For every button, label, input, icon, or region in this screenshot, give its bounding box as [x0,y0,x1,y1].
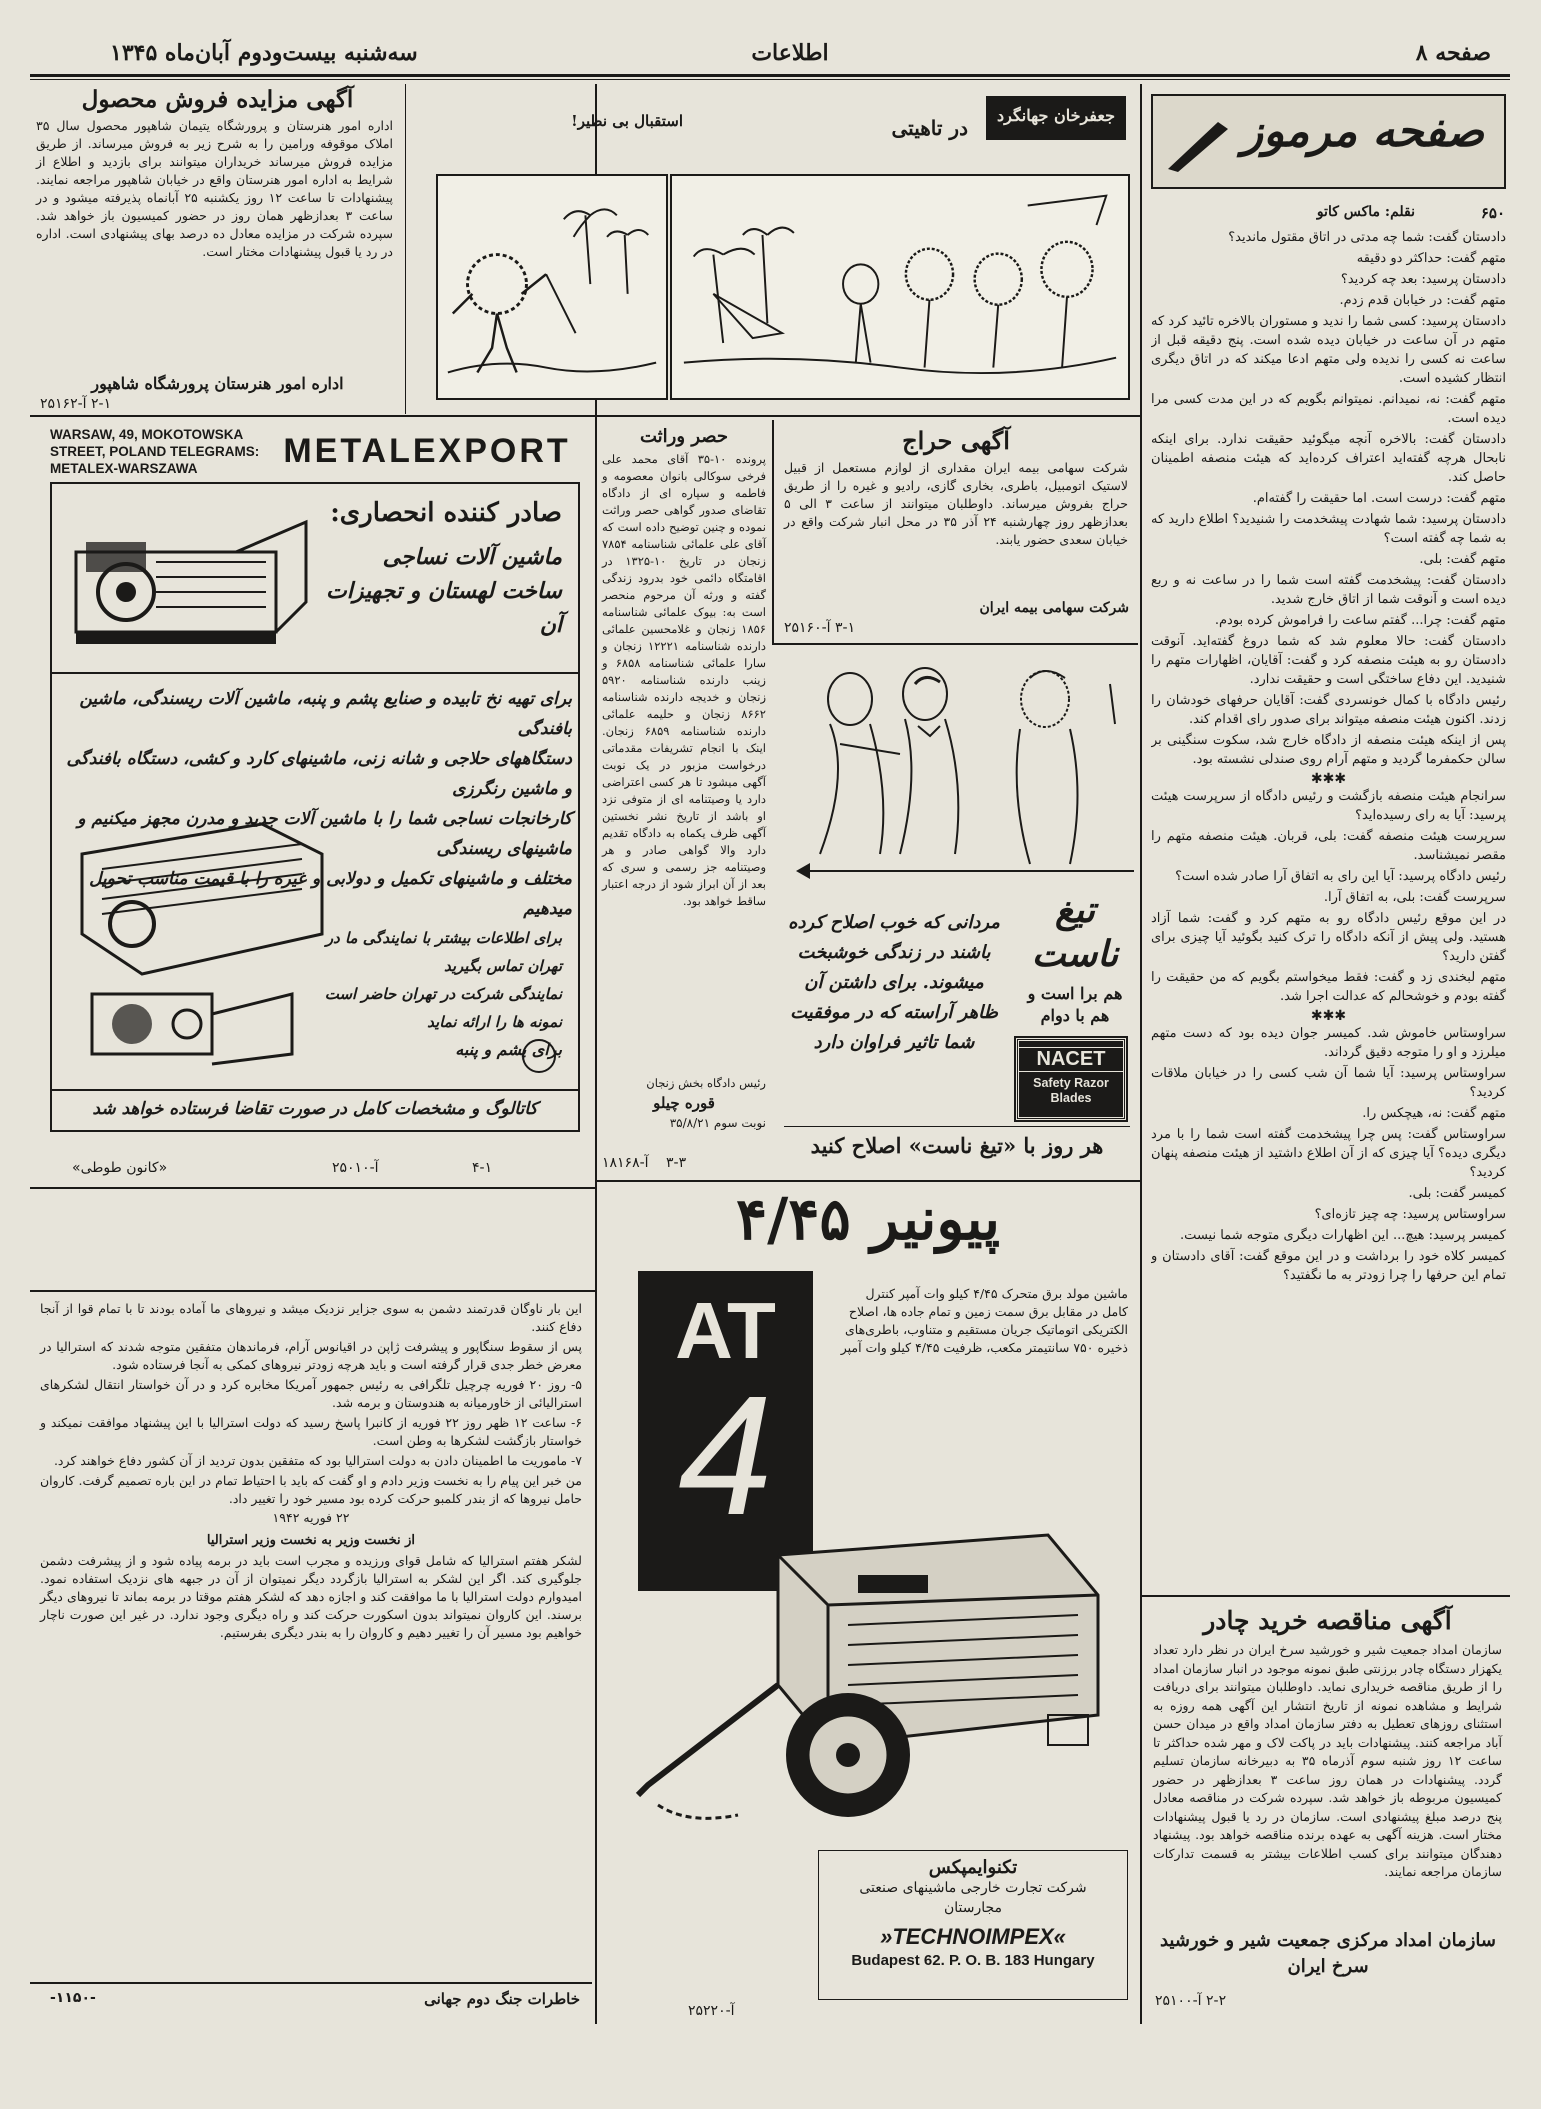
technoimpex-desc: شرکت تجارت خارجی ماشینهای صنعتی مجارستان [859,1880,1087,1916]
metalexport-product-title: ماشین آلات نساجی ساخت لهستان و تجهیزات آن [326,544,562,638]
story-paragraph: سرپرست گفت: بلی، به اتفاق آرا. [1323,890,1506,905]
story-paragraph: کمیسر پرسید: هیچ... این اظهارات دیگری متوجه شما نیست. [1180,1228,1506,1243]
chador-ad-code: ۲-۲ آ-۲۵۱۰۰ [1155,1993,1227,2009]
razor-box-brand: NACET [1019,1047,1123,1072]
issue-date: سه‌شنبه بیست‌و‌دوم آبان‌ماه ۱۳۴۵ [110,40,418,66]
memoir-paragraph: ۵- روز ۲۰ فوریه چرچیل تلگرافی به رئیس جمهور آمریکا مخابره کرد و در آن خواستار انتقال لشکرهای استرالیائی از خاورمیانه به هندوستان و برمه شد. [40,1377,583,1410]
inheritance-code-right: آ-۱۸۱۶۸ [602,1155,649,1171]
memoir-letter-title: از نخست وزیر به نخست وزیر استرالیا [206,1533,416,1548]
story-paragraph: متهم گفت: چرا... گفتم ساعت را فراموش کرده بودم. [1214,613,1506,628]
pioneer-model-top: AT [675,1286,776,1375]
metalexport-code-left: ۴-۱ [472,1160,493,1176]
inheritance-date: نوبت سوم ۳۵/۸/۲۱ [669,1116,766,1130]
metalexport-line: مختلف و ماشینهای تکمیل و دولابی و غیره را با قیمت مناسب تحویل میدهیم [89,869,572,919]
memoir-paragraph: ۷- ماموریت ما اطمینان دادن به دولت استرالیا بود که متفقین بدون تردید از آن کشور دفاع خواهند کرد. [53,1453,582,1468]
story-logo-box [1151,94,1506,189]
story-paragraph: متهم لبخندی زد و گفت: فقط میخواستم بگویم که من حقیقت را گفته بودم و خوشحالم که عدالت اجرا شد. [1151,970,1506,1004]
technoimpex-name-fa: تکنوایمپکس [928,1857,1018,1878]
memoir-paragraph: پس از سقوط سنگاپور و پیشرفت ژاپن در اقیانوس آرام، فرماندهان متفقین متوجه شدند که استرالیا در معرض خطر جدی قرار گرفته است و باید هرچه زودتر نیروهای کمکی به آنجا فرستاده شود. [40,1339,582,1372]
metalexport-address: WARSAW, 49, MOKOTOWSKA STREET, POLAND TELEGRAMS: METALEX-WARSZAWA [50,427,260,476]
metalexport-ad [32,420,592,1185]
cartoon-strip [408,86,1138,414]
inheritance-signature: قوره چیلو [653,1094,715,1112]
memoir-paragraph: این بار ناوگان قدرتمند دشمن به سوی جزایر نزدیک میشد و نیروهای ما آماده بودند تا با تمام قوا از آنجا دفاع کنند. [40,1301,582,1334]
auction-ad-code: ۲-۱ آ-۲۵۱۶۲ [40,396,112,412]
story-paragraph: متهم گفت: در خیابان قدم زدم. [1339,293,1506,308]
haraj-ad-title: آگهی حراج [902,426,1010,455]
story-paragraph: سراوستاس پرسید: آیا شما آن شب کسی را در خیابان ملاقات کردید؟ [1151,1066,1506,1100]
story-logo: صفحه مرموز [1241,106,1485,157]
inheritance-title: حصر وراثت [639,426,728,447]
knife-icon [1163,114,1233,174]
cartoon-subtitle: در تاهیتی [891,116,968,140]
story-paragraph: متهم گفت: درست است. اما حقیقت را گفته‌ام. [1252,491,1506,506]
generator-trailer-image [628,1485,1118,1845]
razor-box-sub: Safety Razor Blades [1033,1076,1109,1105]
story-paragraph: سراوستاس پرسید: چه چیز تازه‌ای؟ [1314,1207,1506,1222]
metalexport-code-note: «کانون طوطی» [72,1160,168,1176]
story-paragraph: دادستان پرسید: بعد چه کردید؟ [1340,272,1506,287]
metalexport-emblem-icon [522,1039,556,1073]
memoir-footer-title: خاطرات جنگ دوم جهانی [424,1990,580,2008]
razor-illustration [780,654,1136,874]
technoimpex-name-en: »TECHNOIMPEX« [880,1924,1066,1949]
razor-ad [774,648,1140,1178]
cartoon-title: جعفرخان جهانگرد [997,106,1115,125]
metalexport-text-block [62,684,572,1084]
page-number: صفحه ۸ [1415,40,1491,66]
auction-ad-signature: اداره امور هنرستان پرورشگاه شاهپور [91,374,344,393]
story-number: ۶۵۰ [1480,204,1505,222]
story-paragraph: دادستان گفت: شما چه مدتی در اتاق مقتول ماندید؟ [1228,230,1506,245]
story-paragraph: سرپرست هیئت منصفه گفت: بلی، قربان. هیئت منصفه متهم را مقصر نمیشناسد. [1151,829,1506,863]
metalexport-line: نمایندگی شرکت در تهران حاضر است نمونه ها را ارائه نماید [324,985,562,1031]
chador-ad-title: آگهی مناقصه خرید چادر [1203,1606,1452,1635]
story-paragraph: کمیسر کلاه خود را برداشت و در این موقع گفت: آقای دادستان و تمام این حرفها را چرا زودتر به ما نگفتید؟ [1151,1249,1506,1283]
inheritance-code-left: ۳-۳ [666,1155,687,1171]
chador-ad-signature: سازمان امداد مرکزی جمعیت شیر و خورشید سرخ ایران [1159,1930,1496,1977]
chador-ad [1145,1598,1510,2023]
cartoon-panel-welcome [436,174,668,400]
story-paragraph: سراوستاس خاموش شد. کمیسر جوان دیده بود که دست متهم میلرزد و او را متوجه دقیق گرداند. [1151,1026,1506,1060]
newspaper-name: اطلاعات [751,40,829,66]
textile-machine-image [62,814,332,1079]
story-byline: نقلم: ماکس کاتو [1316,204,1415,220]
pioneer-features: ماشین مولد برق متحرک ۴/۴۵ کیلو وات آمپر کنترل کامل در مقابل برق سمت زمین و تمام جاده ها، اصلاح الکتریکی اتوماتیک جریان مستقیم و متناوب، باطری‌های ذخیره ۷۵۰ سانتیمتر مکعب، ظرفیت ۴/۴۵ کیلو وات آمپر [840,1286,1128,1355]
story-paragraph: پس از اینکه هیئت منصفه از دادگاه خارج شد، سکوت سنگینی بر سالن حکمفرما گردید و متهم آرام روی صندلی نشسته بود. [1151,733,1506,767]
auction-ad [30,84,405,414]
haraj-ad-code: ۳-۱ آ-۲۵۱۶۰ [784,620,856,636]
story-paragraph: سراوستاس گفت: پس چرا پیشخدمت گفته است شما را با مرد دیگری دیده؟ آیا چیزی که از آن اطلاع داشتید از هیئت منصفه پنهان کردید؟ [1151,1127,1506,1180]
story-paragraph: متهم گفت: نه، هیچکس را. [1362,1106,1506,1121]
story-paragraph: رئیس دادگاه پرسید: آیا این رای به اتفاق آرا صادر شده است؟ [1175,869,1506,884]
auction-ad-title: آگهی مزایده فروش محصول [81,86,354,113]
story-paragraph: در این موقع رئیس دادگاه رو به متهم کرد و گفت: شما آزاد هستید. ولی پیش از آنکه دادگاه را ترک کنید بگوئید آیا چیزی برای گفتن دارید؟ [1151,911,1506,964]
story-paragraph: سرانجام هیئت منصفه بازگشت و رئیس دادگاه از سرپرست هیئت پرسید: آیا به رای رسیده‌اید؟ [1151,789,1506,823]
story-paragraph: متهم گفت: حداکثر دو دقیقه [1356,251,1506,266]
metalexport-brand: METALEXPORT [283,432,571,470]
section-stars: ✱✱✱ [1310,1008,1347,1024]
technoimpex-address: Budapest 62. P. O. B. 183 Hungary [851,1952,1095,1969]
pioneer-ad [598,1185,1138,2025]
story-paragraph: دادستان گفت: پیشخدمت گفته است شما را در ساعت نه و ربع دیده است و آنوقت شما از اتاق خارج شدید. [1151,573,1506,607]
razor-box [1016,1038,1126,1120]
memoir-paragraph: ۶- ساعت ۱۲ ظهر روز ۲۲ فوریه از کانبرا پاسخ رسید که دولت استرالیا با این پیشنهاد موافقت نمیکند و خواستار بازگشت لشکرها به وطن است. [40,1415,583,1448]
auction-ad-body: اداره امور هنرستان و پرورشگاه یتیمان شاهپور محصول سال ۳۵ املاک موقوفه ورامین را به شرح زیر به فروش میرساند. از طریق مزایده فروش میرساند خریداران میتوانند برای بازدید و اطلاع از شرایط به اداره امور هنرستان واقع در خیابان شاهپور مراجعه نمایند. پیشنهادات تا ساعت ۱۲ روز یکشنبه ۲۵ آبانماه پذیرفته میشود و در ساعت ۳ بعدازظهر همان روز در حضور کمیسیون باز خواهد شد. سپرده شرکت در مزایده معادل ده درصد بهای پیشنهادی است. اداره در رد یا قبول پیشنهادات مختار است. [36,118,393,259]
haraj-ad [772,420,1138,645]
metalexport-exporter-title: صادر کننده انحصاری: [330,498,562,528]
metalexport-frame [50,482,580,1132]
razor-tagline: هم برا است و هم با دوام [1027,984,1123,1025]
haraj-ad-body: شرکت سهامی بیمه ایران مقداری از لوازم مستعمل از قبیل لاستیک اتومبیل، باطری، بخاری گازی، رادیو و غیره را از طریق حراج بفروش میرساند. داوطلبان میتوانند از ساعت ۳ الی ۵ بعدازظهر روز چهارشنبه ۲۴ آذر ۳۵ در محل انبار شرکت واقع در خیابان سعدی حضور یابند. [784,460,1128,547]
razor-footer: هر روز با «تیغ ناست» اصلاح کنید [810,1133,1104,1158]
metalexport-line: دستگاههای حلاجی و شانه زنی، ماشینهای کارد و کشی، دستگاه بافندگی و ماشین رنگرزی [66,749,572,799]
memoir-paragraph: من خبر این پیام را به نخست وزیر دادم و او گفت که باید با احتیاط تمام در این باره تصمیم گرفت. کاروان حامل نیروها که از بندر کلمبو حرکت کرده بود مسیر خود را تغییر داد. [40,1473,582,1506]
metalexport-footer: کاتالوگ و مشخصات کامل در صورت تقاضا فرستاده خواهد شد [52,1089,578,1119]
metalexport-line: برای اطلاعات بیشتر با نمایندگی ما در تهران تماس بگیرید [325,929,562,975]
metalexport-code-right: آ-۲۵۰۱۰ [332,1160,379,1176]
metalexport-line: کارخانجات نساجی شما را با ماشین آلات جدید و مدرن مجهز میکنیم و ماشینهای ریسندگی [77,809,572,859]
story-body [1151,228,1506,1683]
pioneer-title: پیونیر ۴/۴۵ [735,1185,1001,1253]
chador-ad-body: سازمان امداد جمعیت شیر و خورشید سرخ ایران در نظر دارد تعداد یکهزار دستگاه چادر برزنتی طبق نمونه موجود در انبار سازمان امداد را از طریق مناقصه خریداری نماید. داوطلبان میتوانند برای دریافت شرایط و مشاهده نمونه از تاریخ انتشار این آگهی همه روزه به استثنای روزهای تعطیل به دفتر سازمان امداد واقع در میدان حسن آباد مراجعه کنند. پیشنهادات باید در پاکت لاک و مهر شده حداکثر تا ساعت ۱۲ روز شنبه سوم آذرماه ۳۵ به دبیرخانه سازمان تسلیم گردد. پیشنهادات در همان روز ساعت ۳ بعدازظهر در حضور کمیسیون مربوطه باز خواهد شد. سپرده شرکت در مناقصه معادل پنج درصد مبلغ پیشنهادی است. سازمان در رد یا قبول پیشنهادات مختار است. هزینه آگهی به عهده برنده مناقصه خواهد بود. پیشنهاد دهندگان میتوانند برای کسب اطلاعات بیشتر به قسمت تدارکات سازمان مراجعه نمایند. [1153,1642,1502,1879]
story-paragraph: دادستان گفت: حالا معلوم شد که شما دروغ گفته‌اید. آنوقت دادستان رو به هیئت منصفه کرد و گفت: آقایان، اظهارات متهم را شنیدید. این دفاع ساختگی است و حقیقت ندارد. [1151,634,1506,687]
metalexport-line: برای پشم و پنبه [455,1040,562,1059]
story-column [1145,86,1510,1591]
metalexport-top-panel [52,484,578,674]
section-stars: ✱✱✱ [1310,771,1347,787]
cartoon-panel-island [670,174,1130,400]
cartoon-title-box [986,96,1126,140]
technoimpex-box [818,1850,1128,2000]
arrow-icon [796,863,810,879]
razor-body: مردانی که خوب اصلاح کرده باشند در زندگی خوشبخت میشوند. برای داشتن آن ظاهر آراسته که در موفقیت شما تاثیر فراوان دارد [788,912,1000,1053]
haraj-ad-signature: شرکت سهامی بیمه ایران [979,600,1129,616]
inheritance-judge: رئیس دادگاه بخش زنجان [646,1076,766,1090]
pioneer-code: آ-۲۵۲۲۰ [688,2003,735,2019]
loom-machine-image [66,502,316,662]
metalexport-line: برای تهیه نخ تابیده و صنایع پشم و پنبه، ماشین آلات ریسندگی، ماشین بافندگی [79,689,572,739]
story-paragraph: دادستان گفت: بالاخره آنچه میگوئید حقیقت ندارد. برای اینکه نابحال هرچه گفته‌اید اعتراف کرده‌اید که هیئت منصفه اطمینان حاصل کند. [1151,432,1506,485]
razor-brand-fa: تیغ ناست [1031,889,1119,975]
memoir-date: ۲۲ فوریه ۱۹۴۲ [272,1510,350,1525]
story-paragraph: دادستان پرسید: شما شهادت پیشخدمت را شنیدید؟ اطلاع دارید که به شما چه گفته است؟ [1151,512,1506,546]
story-paragraph: رئیس دادگاه با کمال خونسردی گفت: آقایان حرفهای خودشان را زدند. اکنون هیئت منصفه میتواند برای صدور رای اقدام کند. [1151,693,1506,727]
inheritance-notice [596,420,772,1180]
story-paragraph: کمیسر گفت: بلی. [1408,1186,1506,1201]
war-memoir [30,1292,592,2022]
story-paragraph: دادستان پرسید: کسی شما را ندید و مستوران بالاخره تائید کرد که متهم در آن ساعت در خیابان دیده شده است. پنج دقیقه قبل از ساعت نه کسی را ندیده ولی متهم ادعا میکند که در اتاق دیگری انتظار کشیده است. [1151,314,1506,386]
memoir-letter: لشکر هفتم استرالیا که شامل قوای ورزیده و مجرب است باید در برمه پیاده شود و از پیشرفت دشمن جلوگیری کند. اگر این لشکر به استرالیا بازگردد دیگر نمیتوان از آن در جبهه های نزدیک استفاده نمود. امیدوارم دولت استرالیا با ما موافقت کند و اجازه دهد که لشکر هفتم موقتا در برمه بماند تا نیروهای دیگر برسند. این کاروان نمیتواند بدون اسکورت حرکت کند و راه دیگری وجود ندارد. در غیر این صورت ناچار خواهیم بود مسیر آن را تغییر دهیم و کاروان را به بندر دیگری بفرستیم. [40,1553,582,1640]
inheritance-body: پرونده ۱۰-۳۵ آقای محمد علی فرخی سوکالی بانوان معصومه و فاطمه و سپاره ای از دادگاه تقاضای صدور گواهی حصر وراثت نموده و چنین توضیح داده است که آقای علی علمائی شناسنامه ۷۸۵۴ زنجان در تاریخ ۱۰-۱۳۲۵ در اقامتگاه دائمی خود بدرود زندگی گفته و ورثه آن مرحوم منحصر است به: بیوک علمائی شناسنامه ۱۸۵۶ زنجان و غلامحسین علمائی دارنده شناسنامه ۱۲۲۲۱ زنجان و سارا علمائی شناسنامه ۶۸۵۸ و زینب دارنده شناسنامه ۵۹۲۰ زنجان و خدیجه دارنده شناسنامه ۸۶۶۲ زنجان و حلیمه علمائی دارنده شناسنامه ۶۸۵۹ زنجان. اینک با انجام تشریفات مقدماتی درخواست مزبور در یک نوبت آگهی میشود تا هر کسی اعتراضی دارد یا وصیتنامه ای از متوفی نزد او باشد از تاریخ نشر نخستین آگهی ظرف یکماه به دادگاه تقدیم دارد والا گواهی صادر و هر وصیتنامه جز رسمی و سری که بعد از آن ابراز شود از درجه اعتبار ساقط خواهد بود. [602,452,766,908]
memoir-footer-code: -۱۱۵۰- [50,1990,96,2006]
cartoon-right-caption: استقبال بی نظیر! [571,112,683,130]
story-paragraph: متهم گفت: بلی. [1419,552,1506,567]
pioneer-model-num: 4 [678,1361,773,1551]
story-paragraph: متهم گفت: نه، نمیدانم. نمیتوانم بگویم که در این مدت کسی مرا دیده است. [1151,392,1506,426]
